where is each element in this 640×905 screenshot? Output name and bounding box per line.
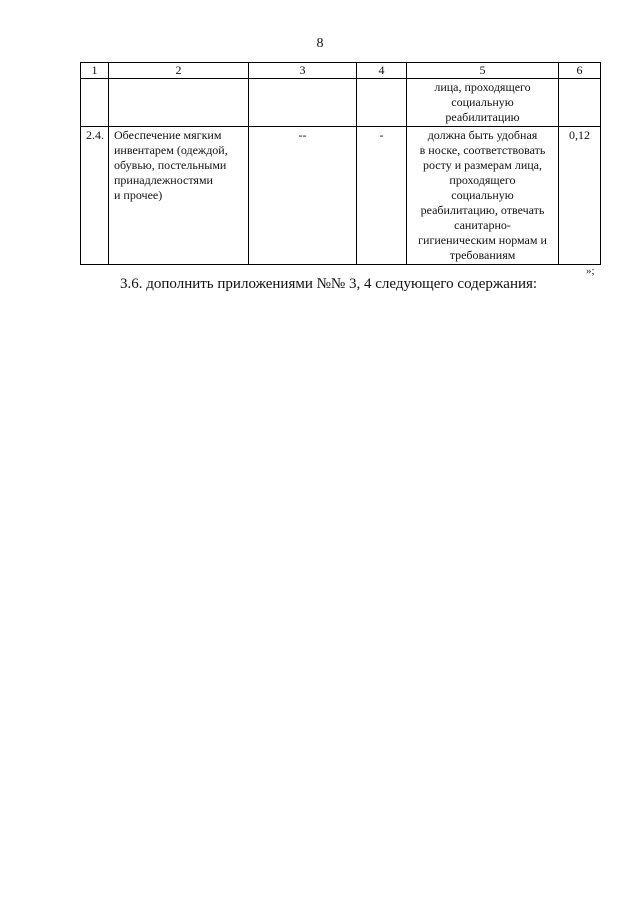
- table-cell: 2.4.: [81, 127, 109, 265]
- page-number: 8: [316, 36, 324, 51]
- table-cell: Обеспечение мягким инвентарем (одеждой, обувью, постельными принадлежностями и прочее): [109, 127, 249, 265]
- table-header-row: [81, 63, 601, 79]
- table-cell: [81, 79, 109, 127]
- closing-quote-mark: »;: [586, 265, 595, 277]
- header-cell: 4: [357, 63, 407, 79]
- table-cell: [559, 79, 601, 127]
- document-table: [80, 62, 601, 265]
- table-cell: [109, 79, 249, 127]
- table-cell: -: [357, 127, 407, 265]
- table-cell: лица, проходящего социальную реабилитацию: [407, 79, 559, 127]
- header-cell: 5: [407, 63, 559, 79]
- amendment-paragraph: 3.6. дополнить приложениями №№ 3, 4 следующего содержания:: [120, 276, 538, 292]
- table-cell: [357, 79, 407, 127]
- header-cell: 6: [559, 63, 601, 79]
- table-row: [81, 79, 601, 127]
- table-row: [81, 127, 601, 265]
- table-cell: 0,12: [559, 127, 601, 265]
- header-cell: 3: [249, 63, 357, 79]
- table-cell: [249, 79, 357, 127]
- header-cell: 2: [109, 63, 249, 79]
- table-cell: должна быть удобная в носке, соответствовать росту и размерам лица, проходящего социальную реабилитацию, отвечать санитарно- гигиеническим нормам и требованиям: [407, 127, 559, 265]
- header-cell: 1: [81, 63, 109, 79]
- table-cell: --: [249, 127, 357, 265]
